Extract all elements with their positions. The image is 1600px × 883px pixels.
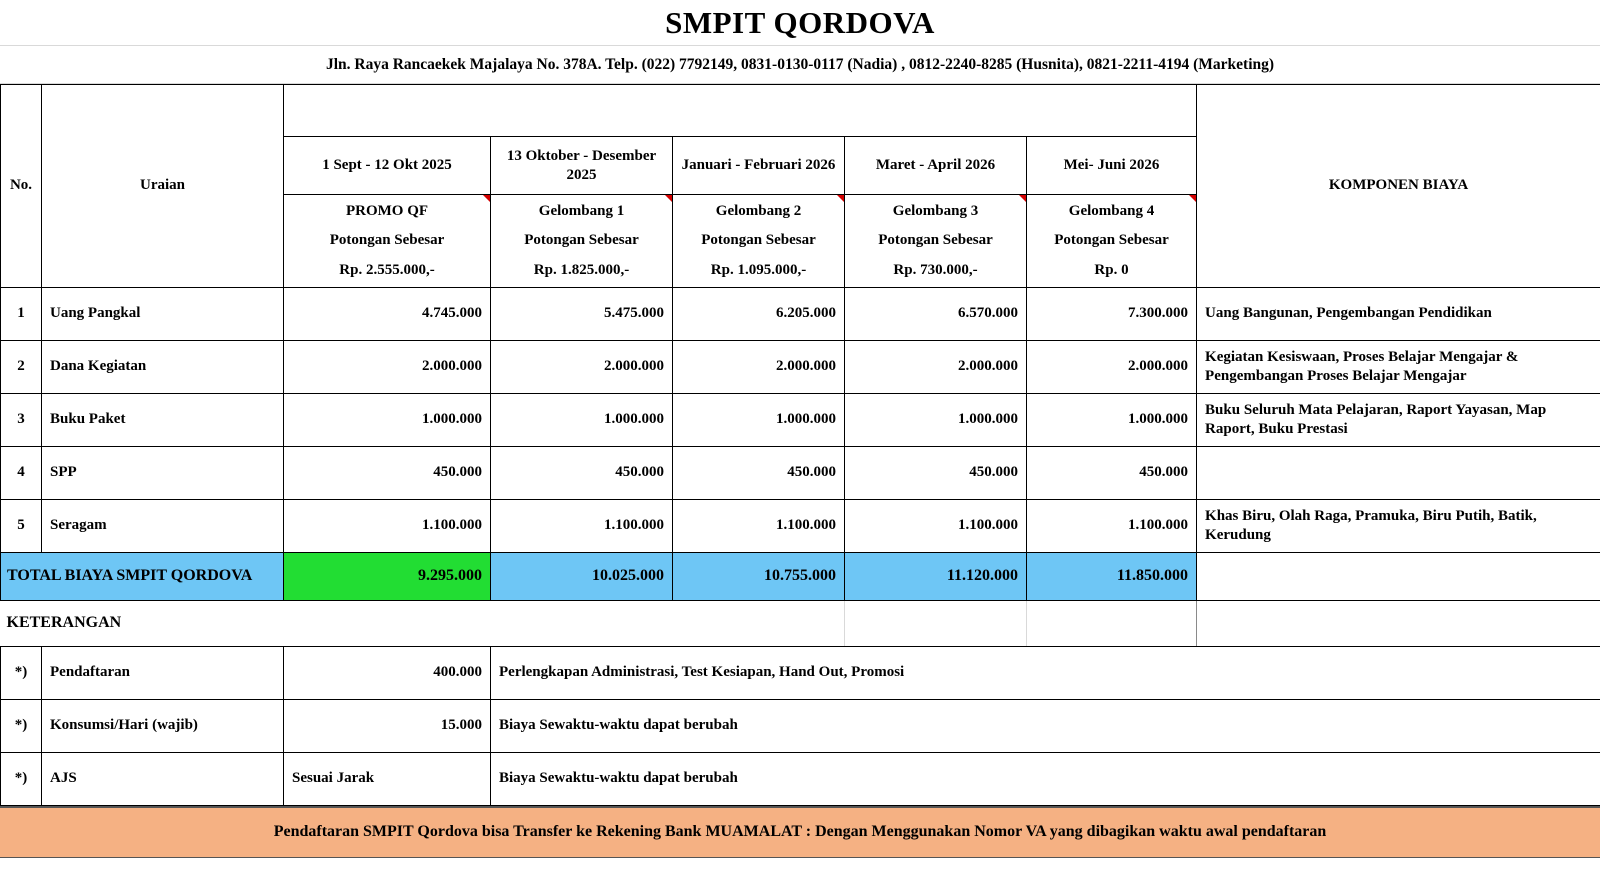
- school-address: Jln. Raya Rancaekek Majalaya No. 378A. Telp. (022) 7792149, 0831-0130-0117 (Nadia) , 0812-2240-8285 (Husnita), 0821-2211-4194 (Marketing): [325, 55, 1275, 73]
- row-number: 1: [1, 287, 42, 340]
- wave-name-2: Gelombang 2: [715, 203, 802, 219]
- discount-amount-4: Rp. 0: [1094, 261, 1129, 278]
- period-wave-3: [845, 195, 1027, 288]
- row-value-1: 1.100.000: [491, 499, 673, 552]
- keterangan-heading: KETERANGAN: [1, 600, 845, 646]
- period-range-4: Mei- Juni 2026: [1027, 137, 1197, 195]
- keterangan-spacer-1: [845, 600, 1027, 646]
- discount-amount-3: Rp. 730.000,-: [893, 261, 978, 278]
- payment-banner: [0, 806, 1600, 858]
- row-number: 5: [1, 499, 42, 552]
- fee-table: [0, 84, 1600, 806]
- total-value-3: 11.120.000: [845, 552, 1027, 600]
- period-range-2: Januari - Februari 2026: [673, 137, 845, 195]
- wave-name-0: PROMO QF: [345, 203, 429, 219]
- period-wave-0: [284, 195, 491, 288]
- keterangan-row: [1, 699, 1600, 752]
- period-range-1: 13 Oktober - Desember 2025: [491, 137, 673, 195]
- note-description: Biaya Sewaktu-waktu dapat berubah: [491, 752, 1600, 805]
- note-description: Perlengkapan Administrasi, Test Kesiapan, Hand Out, Promosi: [491, 646, 1600, 699]
- discount-label-4: Potongan Sebesar: [1054, 232, 1169, 249]
- note-value: Sesuai Jarak: [284, 752, 491, 805]
- row-number: 2: [1, 340, 42, 393]
- row-value-2: 450.000: [673, 446, 845, 499]
- wave-name-3: Gelombang 3: [892, 203, 979, 219]
- row-value-3: 450.000: [845, 446, 1027, 499]
- row-komponen: Buku Seluruh Mata Pelajaran, Raport Yayasan, Map Raport, Buku Prestasi: [1197, 393, 1600, 446]
- note-star: *): [1, 699, 42, 752]
- note-value: 15.000: [284, 699, 491, 752]
- row-komponen: Khas Biru, Olah Raga, Pramuka, Biru Putih, Batik, Kerudung: [1197, 499, 1600, 552]
- row-komponen: Kegiatan Kesiswaan, Proses Belajar Mengajar & Pengembangan Proses Belajar Mengajar: [1197, 340, 1600, 393]
- col-header-komponen-biaya: KOMPONEN BIAYA: [1197, 85, 1600, 288]
- table-row: [1, 340, 1600, 393]
- row-uraian: Dana Kegiatan: [42, 340, 284, 393]
- row-value-4: 7.300.000: [1027, 287, 1197, 340]
- col-header-no: No.: [1, 85, 42, 288]
- discount-label-3: Potongan Sebesar: [878, 232, 993, 249]
- period-wave-1: [491, 195, 673, 288]
- table-header-band: [1, 85, 1600, 137]
- note-name: AJS: [42, 752, 284, 805]
- row-value-4: 1.000.000: [1027, 393, 1197, 446]
- comment-marker-icon: [1189, 195, 1196, 202]
- total-value-2: 10.755.000: [673, 552, 845, 600]
- row-komponen: Uang Bangunan, Pengembangan Pendidikan: [1197, 287, 1600, 340]
- row-value-1: 450.000: [491, 446, 673, 499]
- keterangan-heading-row: [1, 600, 1600, 646]
- note-description: Biaya Sewaktu-waktu dapat berubah: [491, 699, 1600, 752]
- document-title-bar: [0, 0, 1600, 46]
- document-address-bar: [0, 46, 1600, 84]
- page-title: SMPIT QORDOVA: [665, 4, 935, 40]
- wave-name-1: Gelombang 1: [538, 203, 625, 219]
- keterangan-spacer-2: [1027, 600, 1197, 646]
- row-value-4: 1.100.000: [1027, 499, 1197, 552]
- row-value-4: 450.000: [1027, 446, 1197, 499]
- row-uraian: Uang Pangkal: [42, 287, 284, 340]
- row-komponen: [1197, 446, 1600, 499]
- comment-marker-icon: [483, 195, 490, 202]
- comment-marker-icon: [665, 195, 672, 202]
- period-range-3: Maret - April 2026: [845, 137, 1027, 195]
- row-value-2: 1.000.000: [673, 393, 845, 446]
- keterangan-row: [1, 752, 1600, 805]
- comment-marker-icon: [837, 195, 844, 202]
- row-value-2: 1.100.000: [673, 499, 845, 552]
- row-value-1: 5.475.000: [491, 287, 673, 340]
- discount-label-0: Potongan Sebesar: [329, 232, 445, 249]
- period-wave-2: [673, 195, 845, 288]
- row-uraian: Buku Paket: [42, 393, 284, 446]
- row-number: 3: [1, 393, 42, 446]
- note-star: *): [1, 752, 42, 805]
- comment-marker-icon: [1019, 195, 1026, 202]
- row-value-0: 1.000.000: [284, 393, 491, 446]
- discount-label-1: Potongan Sebesar: [524, 232, 639, 249]
- total-value-0: 9.295.000: [284, 552, 491, 600]
- row-value-0: 4.745.000: [284, 287, 491, 340]
- discount-amount-1: Rp. 1.825.000,-: [533, 261, 630, 278]
- table-row: [1, 393, 1600, 446]
- row-value-0: 1.100.000: [284, 499, 491, 552]
- table-row: [1, 287, 1600, 340]
- header-empty-merged-band: [284, 85, 1197, 137]
- note-name: Pendaftaran: [42, 646, 284, 699]
- row-uraian: Seragam: [42, 499, 284, 552]
- row-value-1: 1.000.000: [491, 393, 673, 446]
- wave-name-4: Gelombang 4: [1068, 203, 1155, 219]
- discount-amount-2: Rp. 1.095.000,-: [710, 261, 807, 278]
- keterangan-row: [1, 646, 1600, 699]
- row-value-2: 6.205.000: [673, 287, 845, 340]
- row-value-1: 2.000.000: [491, 340, 673, 393]
- row-value-3: 6.570.000: [845, 287, 1027, 340]
- total-row: [1, 552, 1600, 600]
- note-name: Konsumsi/Hari (wajib): [42, 699, 284, 752]
- payment-banner-text: Pendaftaran SMPIT Qordova bisa Transfer ke Rekening Bank MUAMALAT : Dengan Menggunakan Nomor VA yang dibagikan waktu awal pendaftaran: [273, 823, 1327, 841]
- row-value-2: 2.000.000: [673, 340, 845, 393]
- note-value: 400.000: [284, 646, 491, 699]
- row-value-3: 1.100.000: [845, 499, 1027, 552]
- total-value-4: 11.850.000: [1027, 552, 1197, 600]
- row-number: 4: [1, 446, 42, 499]
- row-value-0: 450.000: [284, 446, 491, 499]
- row-value-0: 2.000.000: [284, 340, 491, 393]
- total-label: TOTAL BIAYA SMPIT QORDOVA: [1, 552, 284, 600]
- row-uraian: SPP: [42, 446, 284, 499]
- row-value-3: 1.000.000: [845, 393, 1027, 446]
- row-value-3: 2.000.000: [845, 340, 1027, 393]
- col-header-uraian: Uraian: [42, 85, 284, 288]
- table-row: [1, 499, 1600, 552]
- discount-label-2: Potongan Sebesar: [701, 232, 816, 249]
- note-star: *): [1, 646, 42, 699]
- total-komponen-blank: [1197, 552, 1600, 600]
- table-row: [1, 446, 1600, 499]
- row-value-4: 2.000.000: [1027, 340, 1197, 393]
- period-range-0: 1 Sept - 12 Okt 2025: [284, 137, 491, 195]
- discount-amount-0: Rp. 2.555.000,-: [339, 261, 435, 278]
- total-value-1: 10.025.000: [491, 552, 673, 600]
- period-wave-4: [1027, 195, 1197, 288]
- keterangan-spacer-3: [1197, 600, 1600, 646]
